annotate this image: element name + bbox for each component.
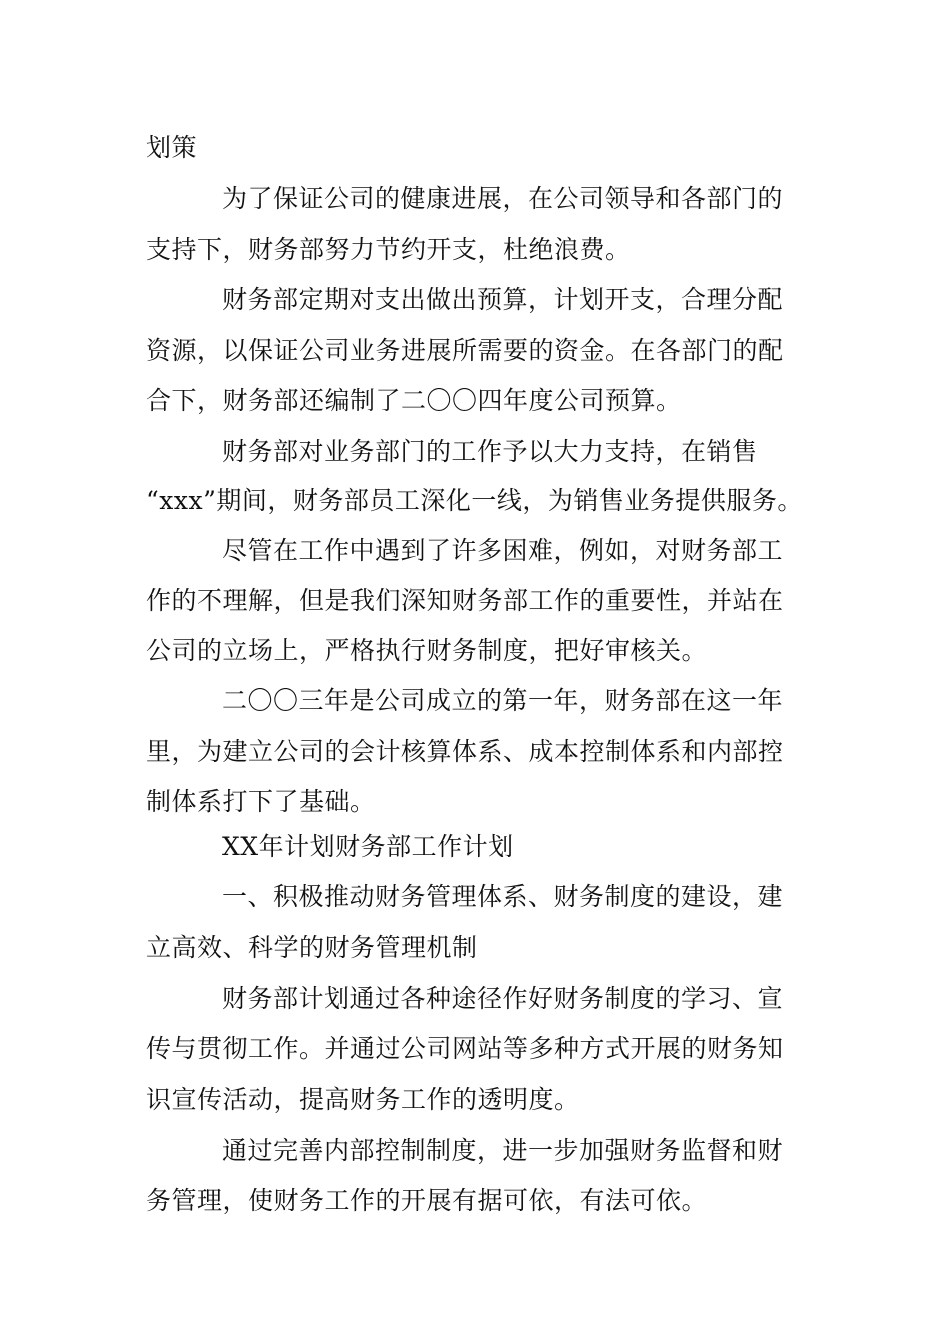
paragraph-line: 为了保证公司的健康进展，在公司领导和各部门的 [222,184,784,213]
text-line: 资源，以保证公司业务进展所需要的资金。在各部门的配 [146,336,784,365]
paragraph-line: 财务部定期对支出做出预算，计划开支，合理分配 [222,285,784,314]
text-line: 划策 [146,133,198,162]
text-line: “xxx”期间，财务部员工深化一线，为销售业务提供服务。 [146,486,803,515]
paragraph-line: 尽管在工作中遇到了许多困难，例如，对财务部工 [222,536,784,565]
section-heading: XX年计划财务部工作计划 [222,832,514,861]
paragraph-line: 财务部对业务部门的工作予以大力支持，在销售 [222,437,758,466]
text-line: 立高效、科学的财务管理机制 [146,933,478,962]
text-line: 支持下，财务部努力节约开支，杜绝浪费。 [146,235,631,264]
text-line: 合下，财务部还编制了二〇〇四年度公司预算。 [146,386,682,415]
text-line: 传与贯彻工作。并通过公司网站等多种方式开展的财务知 [146,1034,784,1063]
paragraph-line: 通过完善内部控制制度，进一步加强财务监督和财 [222,1136,784,1165]
text-line: 公司的立场上，严格执行财务制度，把好审核关。 [146,636,708,665]
paragraph-line: 二〇〇三年是公司成立的第一年，财务部在这一年 [222,686,784,715]
text-line: 作的不理解，但是我们深知财务部工作的重要性，并站在 [146,586,784,615]
text-line: 务管理，使财务工作的开展有据可依，有法可依。 [146,1186,708,1215]
text-line: 识宣传活动，提高财务工作的透明度。 [146,1085,580,1114]
text-line: 里，为建立公司的会计核算体系、成本控制体系和内部控 [146,737,784,766]
paragraph-line: 一、积极推动财务管理体系、财务制度的建设，建 [222,882,784,911]
paragraph-line: 财务部计划通过各种途径作好财务制度的学习、宣 [222,984,784,1013]
text-line: 制体系打下了基础。 [146,787,376,816]
